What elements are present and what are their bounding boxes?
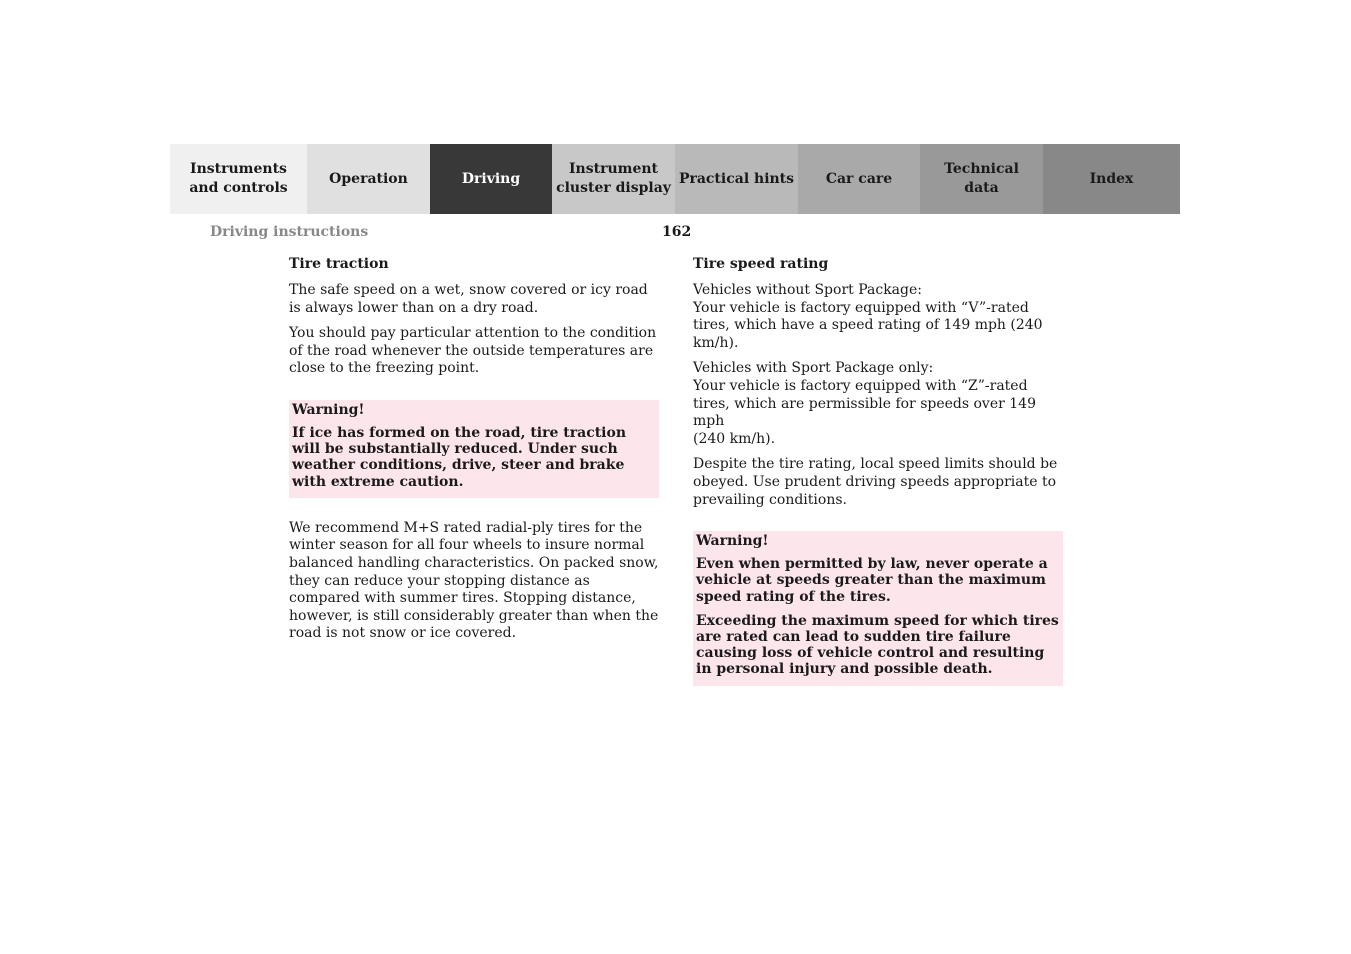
paragraph: We recommend M+S rated radial-ply tires for the winter season for all four wheels to insure normal balanced handling characteristics. On packed snow, they can reduce your stopping distance as compared with summer tires. Stopping distance, however, is still considerably greater than when the road is not snow or ice covered. [289,519,659,642]
warning-text: Exceeding the maximum speed for which tires are rated can lead to sudden tire failure causing loss of vehicle control and resulting in personal injury and possible death. [696,612,1059,678]
section-title: Driving instructions [210,224,369,240]
tab-practical-hints[interactable] [675,144,798,214]
right-column [693,256,1063,686]
paragraph: You should pay particular attention to the condition of the road whenever the outside temperatures are close to the freezing point. [289,325,657,377]
warning-text: If ice has formed on the road, tire traction will be substantially reduced. Under such weather conditions, drive, steer and brake with extreme caution. [292,424,627,490]
chapter-nav [170,144,1180,214]
left-column [289,256,659,651]
tab-label-line1: Operation [329,170,408,187]
tab-instruments-and-controls[interactable] [170,144,307,214]
paragraph: The safe speed on a wet, snow covered or icy road is always lower than on a dry road. [289,282,648,316]
warning-text: Even when permitted by law, never operate a vehicle at speeds greater than the maximum speed rating of the tires. [696,556,1048,605]
tab-label-line2: cluster display [556,180,671,196]
tab-label-line2: and controls [189,180,288,196]
page-number: 162 [662,224,692,240]
paragraph-line: (240 km/h). [693,430,776,447]
warning-box [289,400,659,498]
paragraph [693,282,1063,352]
paragraph-line: Vehicles without Sport Package: [693,282,922,298]
tab-car-care[interactable] [798,144,920,214]
paragraph-line: Vehicles with Sport Package only: [693,360,934,377]
tab-operation[interactable] [307,144,430,214]
tab-label-line1: Driving [461,170,521,187]
tab-label-line1: Index [1089,170,1134,187]
tab-label-line1: Technical [944,161,1019,177]
paragraph-line: Your vehicle is factory equipped with “Z”-rated tires, which are permissible for speeds over 149 mph [693,377,1036,430]
tab-technical-data[interactable] [920,144,1043,214]
tab-label-line1: Instruments [190,161,287,177]
tab-driving[interactable] [430,144,552,214]
tab-label-line2: data [964,180,999,196]
warning-title: Warning! [696,533,769,550]
paragraph: Despite the tire rating, local speed limits should be obeyed. Use prudent driving speeds appropriate to prevailing conditions. [693,456,1058,508]
warning-title: Warning! [292,401,365,418]
warning-box [693,531,1063,685]
tab-label-line1: Car care [825,170,893,187]
tab-instrument-cluster-display[interactable] [552,144,675,214]
tab-label-line1: Instrument [569,161,658,177]
tire-speed-rating-heading: Tire speed rating [693,256,829,272]
paragraph [693,360,1063,448]
tab-label-line1: Practical hints [678,170,795,187]
paragraph-line: Your vehicle is factory equipped with “V”-rated tires, which have a speed rating of 149 mph (240 km/h). [693,299,1043,351]
tab-index[interactable] [1043,144,1180,214]
tire-traction-heading: Tire traction [289,256,389,272]
